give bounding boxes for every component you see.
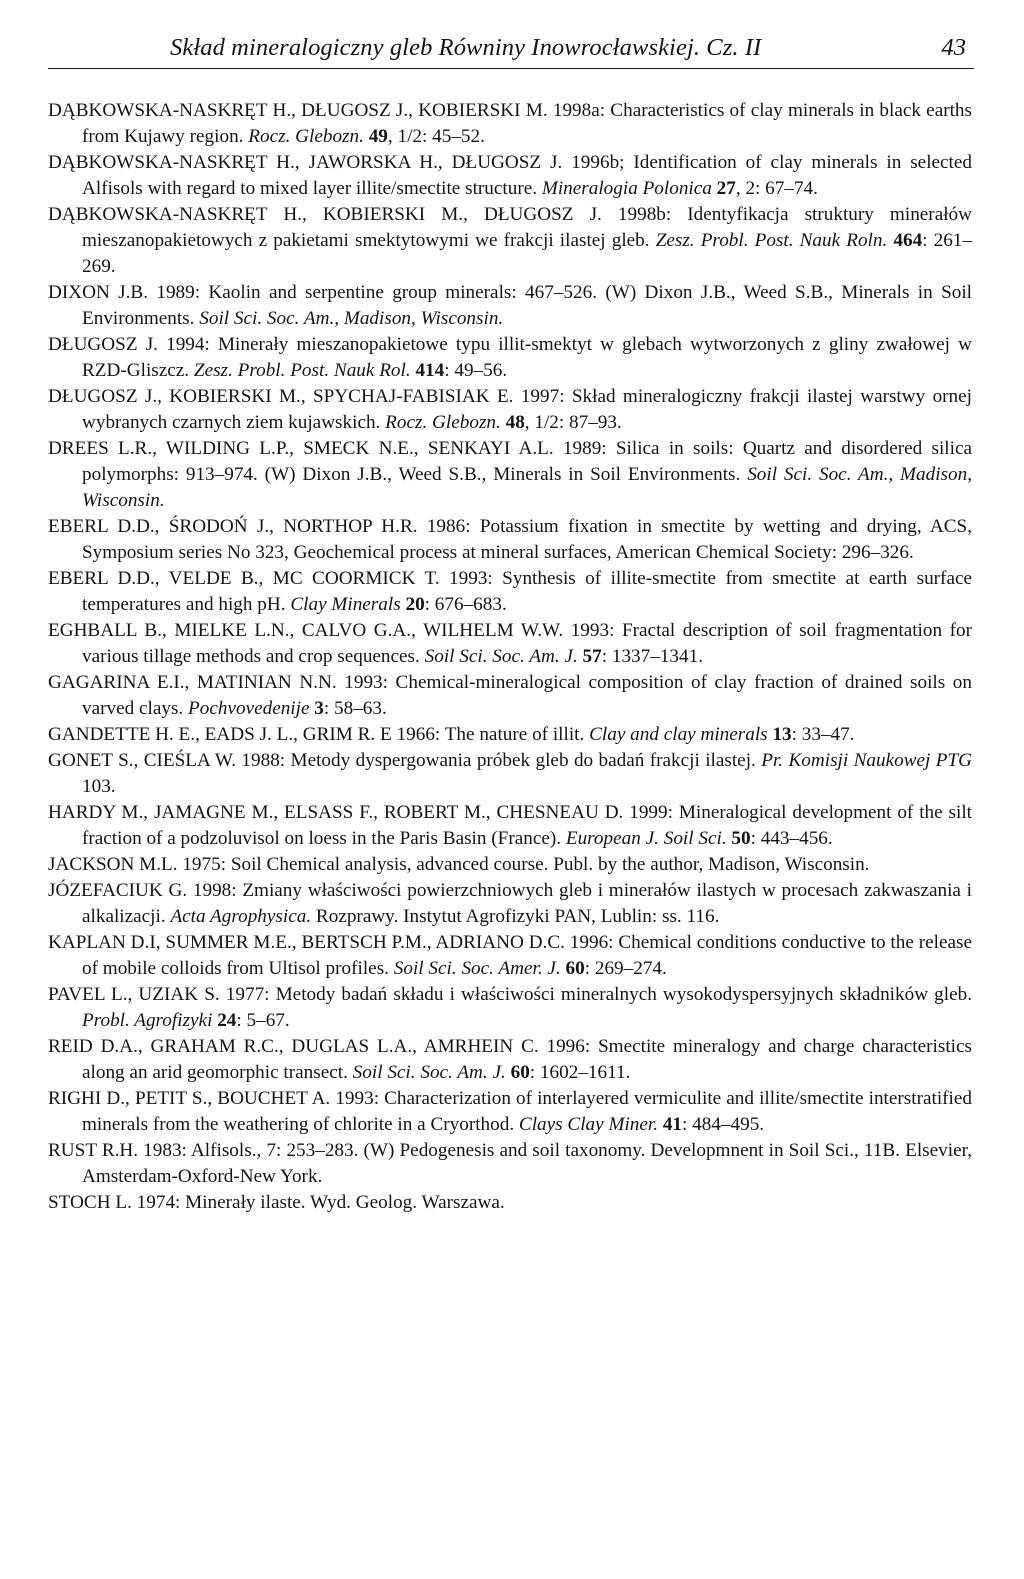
reference-journal: European J. Soil Sci. [565,828,727,849]
reference-entry [48,280,972,332]
reference-text: : 33–47. [791,724,855,745]
reference-journal: Acta Agrophysica. [170,906,312,927]
running-title: Skład mineralogiczny gleb Równiny Inowrocławskiej. Cz. II [170,34,762,61]
reference-entry [48,150,972,202]
reference-entry [48,1138,972,1190]
reference-text: GANDETTE H. E., EADS J. L., GRIM R. E 1966: The nature of illit. [48,724,590,745]
reference-text: : 261–269. [82,230,972,277]
reference-journal: Rocz. Glebozn. [385,412,501,433]
reference-journal: Soil Sci. Soc. Am. J. [352,1062,506,1083]
reference-journal: Probl. Agrofizyki [82,1010,213,1031]
reference-volume: 3 [314,698,324,719]
reference-journal: Clay and clay minerals [589,724,768,745]
reference-list [48,98,972,1216]
reference-journal: Clay Minerals [290,594,401,615]
reference-volume: 464 [893,230,923,251]
reference-text: : 5–67. [236,1010,290,1031]
reference-entry [48,1086,972,1138]
page-number: 43 [941,34,966,61]
reference-entry [48,384,972,436]
reference-text: : 676–683. [424,594,507,615]
reference-journal: Soil Sci. Soc. Am., Madison, Wisconsin. [199,308,504,329]
reference-text: : 443–456. [750,828,833,849]
reference-text: : 58–63. [323,698,387,719]
reference-journal: Zesz. Probl. Post. Nauk Roln. [655,230,888,251]
running-header [48,32,974,69]
reference-volume: 50 [731,828,751,849]
reference-entry [48,332,972,384]
reference-text: KAPLAN D.I, SUMMER M.E., BERTSCH P.M., ADRIANO D.C. 1996: Chemical conditions conductive to the release of mobile colloids from Ultisol profiles. [48,932,972,979]
reference-text: DŁUGOSZ J., KOBIERSKI M., SPYCHAJ-FABISIAK E. 1997: Skład mineralogiczny frakcji ilastej warstwy ornej wybranych czarnych ziem kujawskich. [48,386,972,433]
reference-text: DĄBKOWSKA-NASKRĘT H., KOBIERSKI M., DŁUGOSZ J. 1998b: Identyfikacja struktury minerałów mieszanopakietowych z pakietami smektytowymi we frakcji ilastej gleb. [48,204,972,251]
reference-entry [48,670,972,722]
reference-entry [48,878,972,930]
reference-entry [48,852,972,878]
reference-entry [48,1034,972,1086]
reference-volume: 48 [505,412,525,433]
reference-journal: Pr. Komisji Naukowej PTG [761,750,972,771]
reference-entry [48,800,972,852]
reference-journal: Clays Clay Miner. [518,1114,659,1135]
reference-journal: Soil Sci. Soc. Amer. J. [393,958,561,979]
reference-text: , 1/2: 45–52. [387,126,485,147]
reference-text: HARDY M., JAMAGNE M., ELSASS F., ROBERT M., CHESNEAU D. 1999: Mineralogical development of the silt fraction of a podzoluvisol on loess in the Paris Basin (France). [48,802,972,849]
reference-text: 103. [82,776,116,797]
reference-volume: 13 [772,724,792,745]
reference-text: JÓZEFACIUK G. 1998: Zmiany właściwości powierzchniowych gleb i minerałów ilastych w procesach zakwaszania i alkalizacji. [48,880,972,927]
reference-volume: 414 [415,360,445,381]
reference-volume: 60 [510,1062,530,1083]
reference-text: DĄBKOWSKA-NASKRĘT H., DŁUGOSZ J., KOBIERSKI M. 1998a: Characteristics of clay minerals in black earths from Kujawy region. [48,100,972,147]
reference-volume: 27 [716,178,736,199]
reference-text: GAGARINA E.I., MATINIAN N.N. 1993: Chemical-mineralogical composition of clay fraction of drained soils on varved clays. [48,672,972,719]
reference-entry [48,436,972,514]
reference-text: GONET S., CIEŚLA W. 1988: Metody dyspergowania próbek gleb do badań frakcji ilastej. [48,750,762,771]
reference-volume: 49 [368,126,388,147]
reference-text: : 484–495. [682,1114,765,1135]
reference-text: REID D.A., GRAHAM R.C., DUGLAS L.A., AMRHEIN C. 1996: Smectite mineralogy and charge characteristics along an arid geomorphic transect. [48,1036,972,1083]
reference-text: DREES L.R., WILDING L.P., SMECK N.E., SENKAYI A.L. 1989: Silica in soils: Quartz and disordered silica polymorphs: 913–974. (W) Dixon J.B., Weed S.B., Minerals in Soil Environments. [48,438,972,485]
reference-text: , 2: 67–74. [735,178,818,199]
reference-entry [48,514,972,566]
reference-text: DIXON J.B. 1989: Kaolin and serpentine group minerals: 467–526. (W) Dixon J.B., Weed S.B., Minerals in Soil Environments. [48,282,972,329]
reference-volume: 20 [405,594,425,615]
reference-text: : 1337–1341. [601,646,704,667]
reference-text: EBERL D.D., ŚRODOŃ J., NORTHOP H.R. 1986: Potassium fixation in smectite by wetting and drying, ACS, Symposium series No 323, Geochemical process at mineral surfaces, American Chemical Society: 296–326. [48,516,972,563]
reference-text: : 1602–1611. [529,1062,631,1083]
reference-text: RIGHI D., PETIT S., BOUCHET A. 1993: Characterization of interlayered vermiculite and illite/smectite interstratified minerals from the weathering of chlorite in a Cryorthod. [48,1088,972,1135]
reference-journal: Pochvovedenije [188,698,310,719]
reference-entry [48,982,972,1034]
reference-journal: Soil Sci. Soc. Am. J. [424,646,578,667]
reference-text: EGHBALL B., MIELKE L.N., CALVO G.A., WILHELM W.W. 1993: Fractal description of soil fragmentation for various tillage methods and crop sequences. [48,620,972,667]
reference-entry [48,930,972,982]
reference-journal: Zesz. Probl. Post. Nauk Rol. [193,360,411,381]
reference-text: : 49–56. [444,360,508,381]
reference-entry [48,618,972,670]
reference-text: Rozprawy. Instytut Agrofizyki PAN, Lublin: ss. 116. [311,906,720,927]
reference-entry [48,748,972,800]
reference-entry [48,98,972,150]
reference-text: JACKSON M.L. 1975: Soil Chemical analysis, advanced course. Publ. by the author, Madison, Wisconsin. [48,854,870,875]
reference-entry [48,722,972,748]
reference-text: STOCH L. 1974: Minerały ilaste. Wyd. Geolog. Warszawa. [48,1192,505,1213]
reference-text: DĄBKOWSKA-NASKRĘT H., JAWORSKA H., DŁUGOSZ J. 1996b; Identification of clay minerals in selected Alfisols with regard to mixed layer illite/smectite structure. [48,152,972,199]
reference-volume: 57 [582,646,602,667]
reference-entry [48,1190,972,1216]
reference-text: , 1/2: 87–93. [524,412,622,433]
reference-volume: 24 [217,1010,237,1031]
reference-volume: 60 [565,958,585,979]
reference-text: PAVEL L., UZIAK S. 1977: Metody badań składu i właściwości mineralnych wysokodyspersyjnych składników gleb. [48,984,972,1005]
reference-text: : 269–274. [584,958,667,979]
reference-journal: Rocz. Glebozn. [248,126,364,147]
reference-text: EBERL D.D., VELDE B., MC COORMICK T. 1993: Synthesis of illite-smectite from smectite at earth surface temperatures and high pH. [48,568,972,615]
reference-journal: Soil Sci. Soc. Am., Madison, Wisconsin. [82,464,973,511]
reference-volume: 41 [662,1114,683,1135]
reference-entry [48,566,972,618]
reference-text: DŁUGOSZ J. 1994: Minerały mieszanopakietowe typu illit-smektyt w glebach wytworzonych z gliny zwałowej w RZD-Gliszcz. [48,334,972,381]
reference-entry [48,202,972,280]
reference-journal: Mineralogia Polonica [541,178,712,199]
reference-text: RUST R.H. 1983: Alfisols., 7: 253–283. (W) Pedogenesis and soil taxonomy. Developmnent in Soil Sci., 11B. Elsevier, Amsterdam-Oxford-New York. [48,1140,972,1187]
